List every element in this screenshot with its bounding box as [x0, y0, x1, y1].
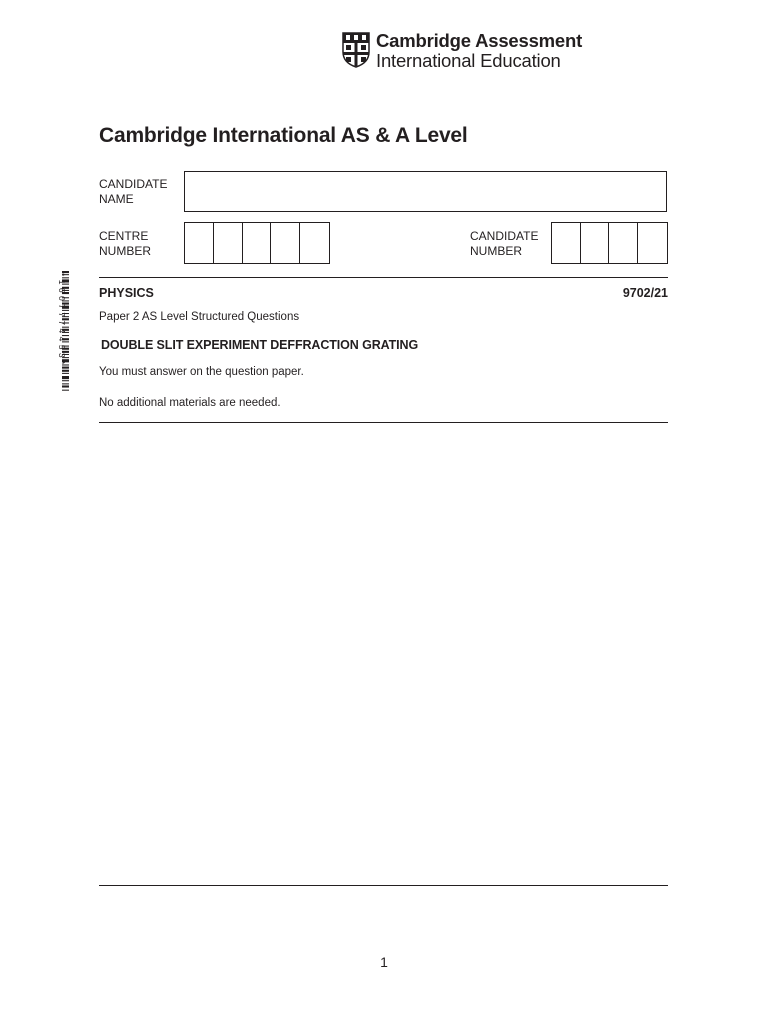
- candidate-digit-box[interactable]: [638, 223, 667, 263]
- candidate-digit-box[interactable]: [581, 223, 610, 263]
- centre-digit-box[interactable]: [185, 223, 214, 263]
- centre-digit-box[interactable]: [243, 223, 272, 263]
- divider-middle: [99, 422, 668, 423]
- paper-description: Paper 2 AS Level Structured Questions: [99, 311, 300, 323]
- candidate-number-field[interactable]: [551, 222, 668, 264]
- candidate-name-field[interactable]: [184, 171, 667, 212]
- candidate-digit-box[interactable]: [609, 223, 638, 263]
- centre-digit-box[interactable]: [214, 223, 243, 263]
- centre-number-field[interactable]: [184, 222, 330, 264]
- paper-code: 9702/21: [622, 286, 668, 300]
- cambridge-shield-icon: [342, 32, 370, 68]
- candidate-name-label: CANDIDATE NAME: [99, 177, 168, 206]
- svg-text:*1607774453*: *1607774453*: [57, 273, 67, 368]
- cambridge-logo: [342, 30, 582, 72]
- barcode-number: [57, 271, 67, 434]
- divider-bottom: [99, 885, 668, 886]
- logo-text-line-2: International Education: [376, 50, 561, 71]
- candidate-digit-box[interactable]: [552, 223, 581, 263]
- page-number: 1: [380, 954, 388, 970]
- centre-digit-box[interactable]: [300, 223, 329, 263]
- instruction-materials: No additional materials are needed.: [99, 397, 281, 409]
- subject-name: PHYSICS: [99, 286, 154, 300]
- candidate-number-label: CANDIDATE NUMBER: [470, 229, 539, 258]
- divider-top: [99, 277, 668, 278]
- logo-text-line-1: Cambridge Assessment: [376, 30, 583, 51]
- centre-digit-box[interactable]: [271, 223, 300, 263]
- page-title: Cambridge International AS & A Level: [99, 124, 468, 147]
- paper-topic: DOUBLE SLIT EXPERIMENT DEFFRACTION GRATING: [101, 338, 419, 352]
- instruction-answer: You must answer on the question paper.: [99, 366, 304, 378]
- centre-number-label: CENTRE NUMBER: [99, 229, 152, 258]
